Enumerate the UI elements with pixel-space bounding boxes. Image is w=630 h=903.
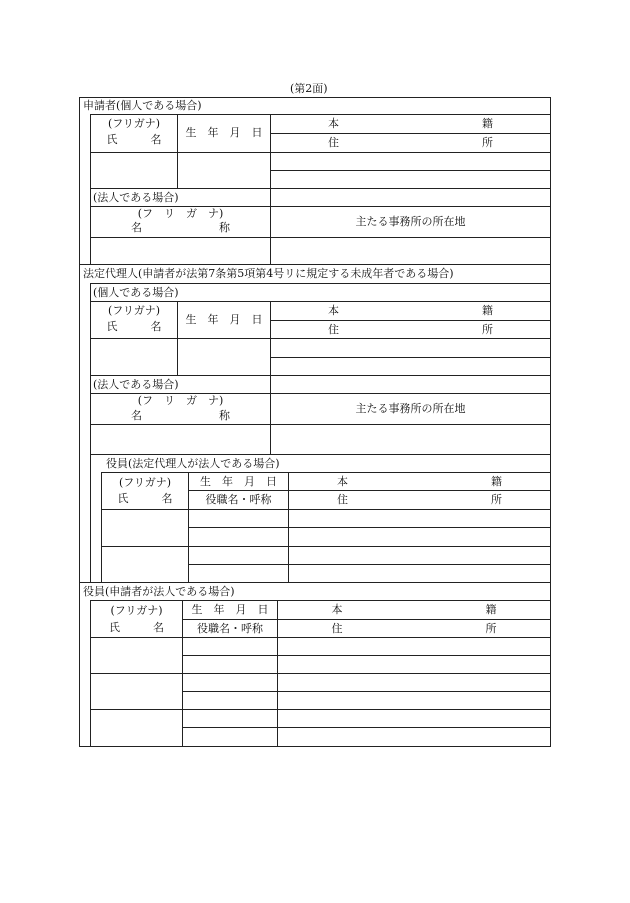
- legal-rep-corp-name-label: 名 称: [131, 409, 230, 422]
- legal-rep-name-label: 氏 名: [106, 320, 162, 333]
- rule: [90, 709, 551, 710]
- applicant-corp-name-label: 名 称: [131, 221, 230, 234]
- rule: [90, 188, 551, 189]
- applicant-birthdate-label: 生 年 月 日: [185, 126, 263, 139]
- rule: [90, 637, 551, 638]
- rule: [90, 424, 551, 425]
- applicant-title: 申請者(個人である場合): [83, 99, 202, 112]
- rule: [79, 582, 551, 583]
- legal-rep-individual-title: (個人である場合): [93, 286, 179, 299]
- legal-rep-officer-name-label: 氏 名: [117, 492, 173, 505]
- rule: [270, 357, 551, 358]
- rule: [90, 152, 551, 153]
- rule: [182, 691, 551, 692]
- applicant-address-label: 住 所: [328, 136, 493, 149]
- rule: [90, 673, 551, 674]
- rule: [90, 375, 551, 376]
- rule: [101, 472, 551, 473]
- officer-furigana-label: (フリガナ): [110, 604, 163, 617]
- rule: [90, 338, 551, 339]
- rule: [90, 600, 551, 601]
- rule: [101, 509, 551, 510]
- rule: [188, 527, 551, 528]
- legal-rep-officers-title: 役員(法定代理人が法人である場合): [106, 457, 280, 470]
- rule: [90, 237, 551, 238]
- legal-rep-officer-position-label: 役職名・呼称: [205, 493, 272, 506]
- rule: [79, 746, 551, 747]
- legal-rep-birthdate-label: 生 年 月 日: [185, 313, 263, 326]
- rule: [90, 454, 551, 455]
- applicant-corporate-title: (法人である場合): [93, 191, 179, 204]
- rule: [90, 114, 551, 115]
- legal-rep-address-label: 住 所: [328, 323, 493, 336]
- rule: [270, 133, 551, 134]
- legal-rep-title: 法定代理人(申請者が法第7条第5項第4号リに規定する未成年者である場合): [83, 267, 454, 280]
- rule: [90, 283, 551, 284]
- rule: [188, 564, 551, 565]
- rule: [101, 546, 551, 547]
- rule: [270, 170, 551, 171]
- officers-title: 役員(申請者が法人である場合): [83, 585, 235, 598]
- legal-rep-corp-furigana-label: (フ リ ガ ナ): [137, 394, 224, 407]
- officer-domicile-label: 本 籍: [331, 603, 497, 616]
- officer-address-label: 住 所: [331, 622, 497, 635]
- legal-rep-corp-office-label: 主たる事務所の所在地: [355, 402, 466, 415]
- legal-rep-domicile-label: 本 籍: [328, 304, 493, 317]
- rule: [182, 727, 551, 728]
- officer-name-label: 氏 名: [109, 621, 164, 634]
- legal-rep-officer-domicile-label: 本 籍: [337, 475, 502, 488]
- legal-rep-officer-address-label: 住 所: [337, 493, 502, 506]
- rule: [270, 320, 551, 321]
- applicant-domicile-label: 本 籍: [328, 117, 493, 130]
- rule: [182, 619, 551, 620]
- rule: [188, 490, 551, 491]
- applicant-name-label: 氏 名: [106, 133, 162, 146]
- applicant-corp-furigana-label: (フ リ ガ ナ): [137, 207, 224, 220]
- officer-birthdate-label: 生 年 月 日: [191, 603, 269, 616]
- rule: [79, 97, 80, 747]
- page-label: (第2面): [290, 82, 328, 95]
- legal-rep-furigana-label: (フリガナ): [107, 304, 161, 317]
- rule: [79, 97, 551, 98]
- rule: [550, 97, 551, 747]
- rule: [182, 655, 551, 656]
- legal-rep-officer-furigana-label: (フリガナ): [118, 476, 172, 489]
- legal-rep-officer-birthdate-label: 生 年 月 日: [200, 475, 277, 488]
- rule: [79, 264, 551, 265]
- officer-position-label: 役職名・呼称: [197, 622, 263, 635]
- applicant-furigana-label: (フリガナ): [107, 117, 161, 130]
- legal-rep-corporate-title: (法人である場合): [93, 378, 179, 391]
- applicant-corp-office-label: 主たる事務所の所在地: [355, 215, 466, 228]
- rule: [90, 301, 551, 302]
